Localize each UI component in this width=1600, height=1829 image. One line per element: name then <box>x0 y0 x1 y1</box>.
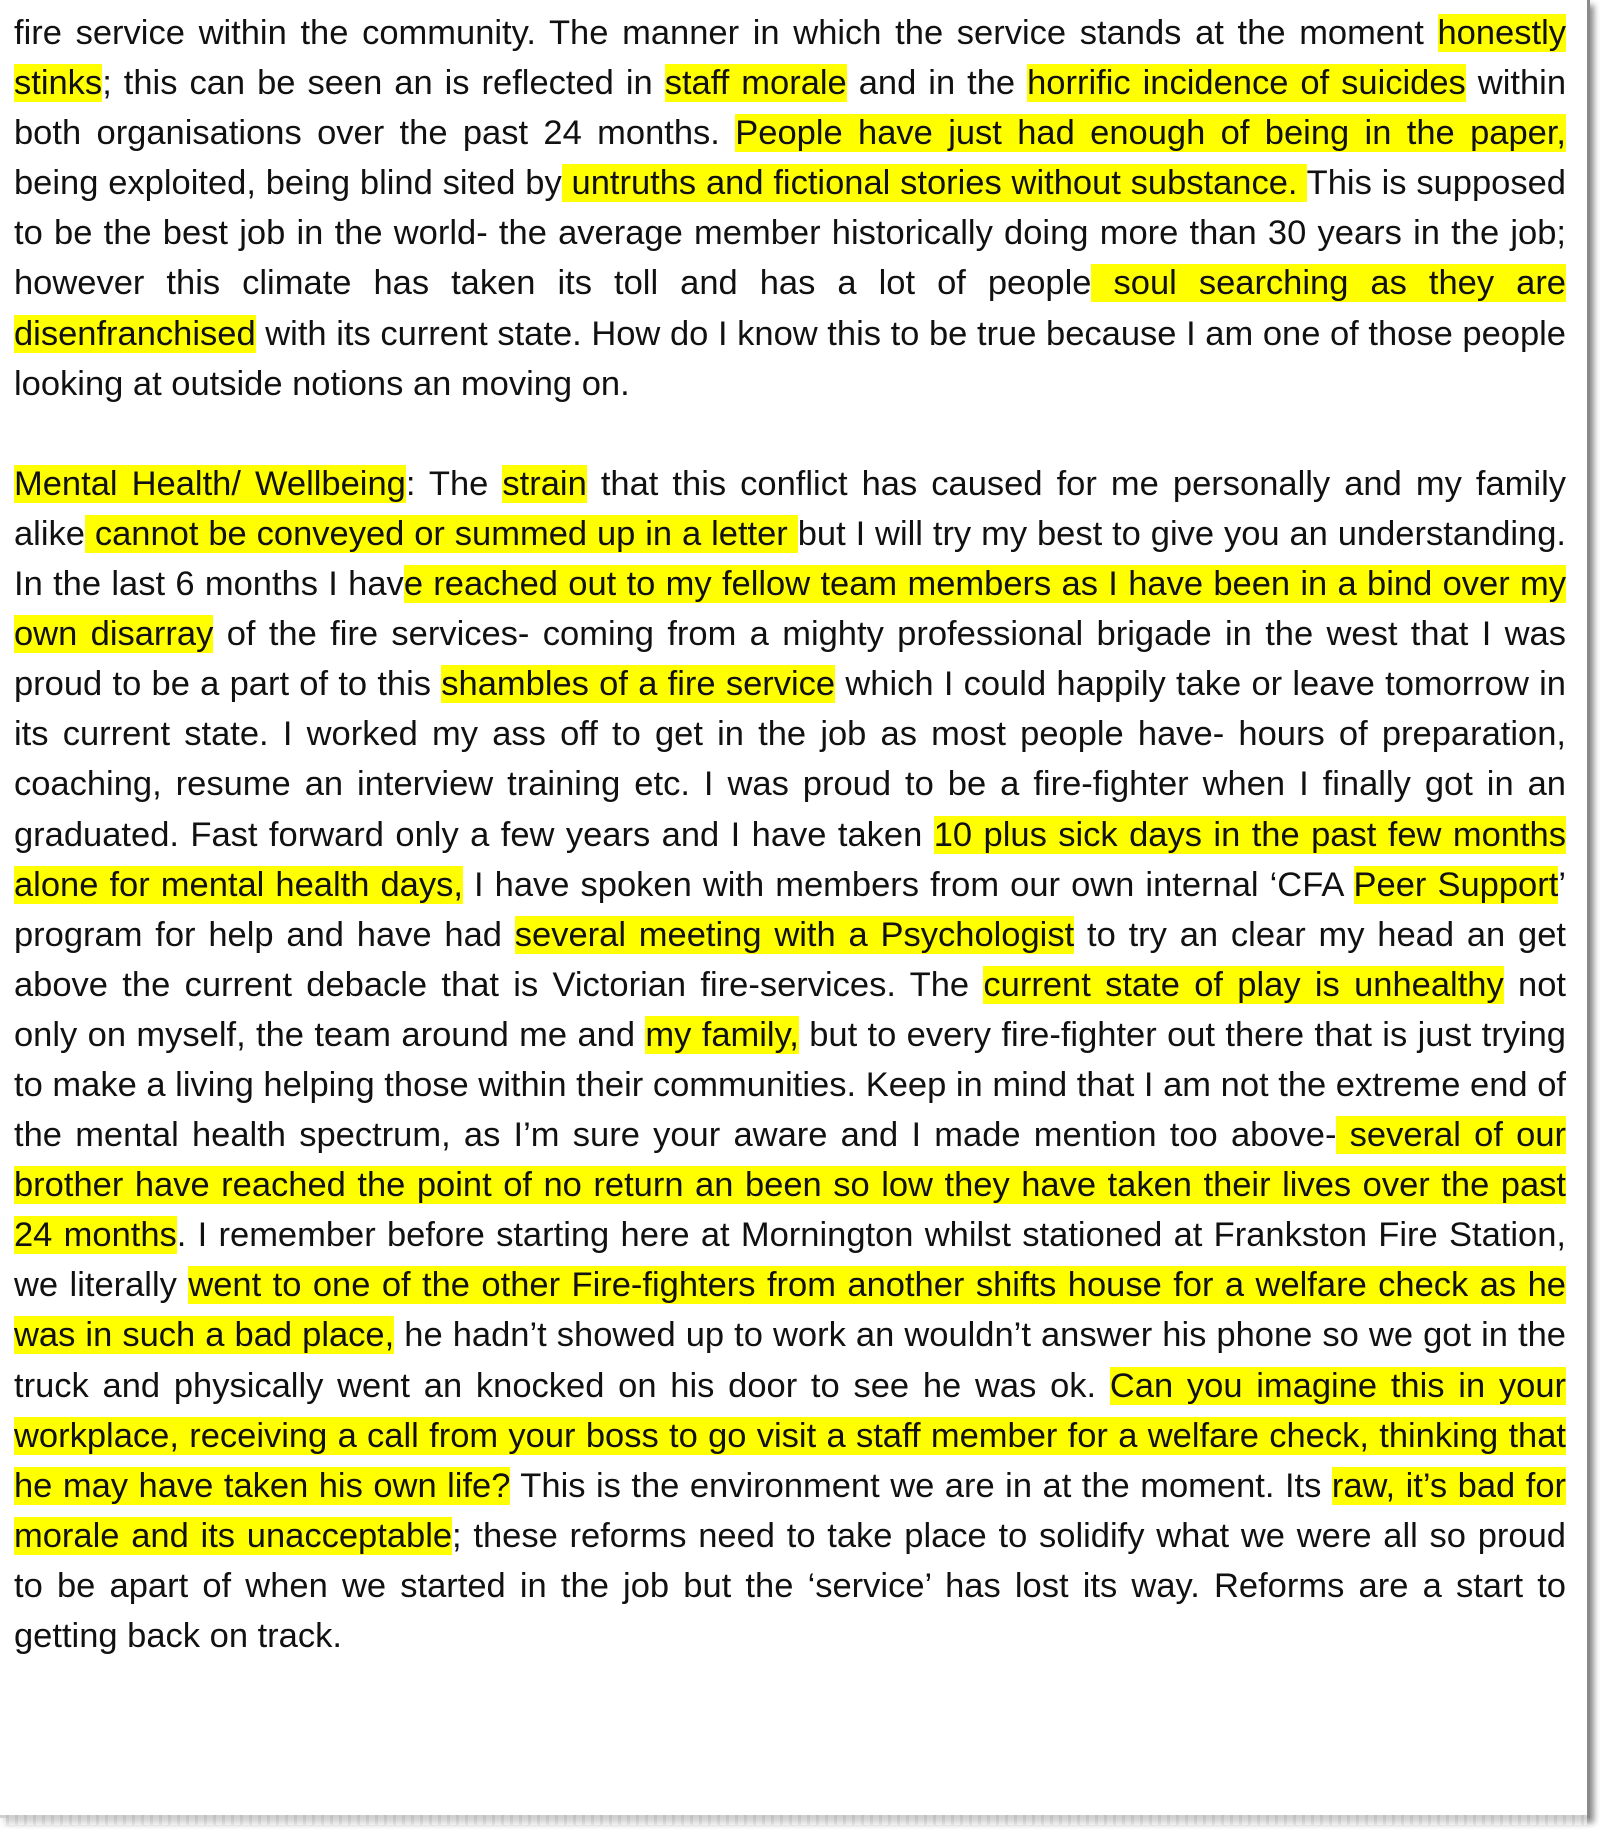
highlighted-text: raw, it’s bad for morale and its unacceptable <box>14 1466 1567 1555</box>
highlighted-text: soul searching as they are disenfranchised <box>14 264 1566 353</box>
highlighted-text: untruths and fictional stories without substance. <box>561 164 1307 203</box>
highlighted-text: my family, <box>645 1015 799 1054</box>
highlighted-text: several of our brother have reached the point of no return an been so low they have taken their lives over the past 24 months <box>14 1116 1566 1255</box>
body-text: within both organisations over the past 24 months. <box>14 64 1567 153</box>
highlighted-text: horrific incidence of suicides <box>1027 64 1466 103</box>
body-text: being exploited, being blind sited by <box>14 164 562 203</box>
body-text: I have spoken with members from our own internal ‘CFA <box>462 865 1354 904</box>
body-text: ; these reforms need to take place to solidify what we were all so proud to be apart of when we started in the job but the ‘service’ has lost its way. Reforms are a start to getting back on track. <box>14 1516 1566 1655</box>
highlighted-text: 10 plus sick days in the past few months alone for mental health days, <box>14 815 1566 904</box>
document-body <box>14 8 1566 1661</box>
body-text: . I remember before starting here at Mornington whilst stationed at Frankston Fire Station, we literally <box>14 1216 1566 1305</box>
body-text: and in the <box>846 64 1028 103</box>
body-text: fire service within the community. The manner in which the service stands at the moment <box>14 14 1438 52</box>
body-text: he hadn’t showed up to work an wouldn’t answer his phone so we got in the truck and physically went an knocked on his door to see he was ok. <box>14 1316 1566 1405</box>
body-text: ’ program for help and have had <box>14 865 1566 954</box>
body-text: not only on myself, the team around me and <box>14 965 1567 1054</box>
highlighted-text: went to one of the other Fire-fighters from another shifts house for a welfare check as he was in such a bad place, <box>14 1266 1566 1355</box>
paragraph-mental-health <box>14 459 1566 1661</box>
body-text: that this conflict has caused for me personally and my family alike <box>14 464 1566 553</box>
highlighted-text: strain <box>502 464 587 503</box>
paragraph-community <box>14 8 1566 409</box>
highlighted-text: staff morale <box>664 64 847 103</box>
highlighted-text: shambles of a fire service <box>441 665 836 704</box>
highlighted-text: Mental Health/ Wellbeing <box>14 464 406 503</box>
highlighted-text: e reached out to my fellow team members as I have been in a bind over my own disarray <box>14 565 1566 654</box>
highlighted-text: cannot be conveyed or summed up in a letter <box>84 514 798 553</box>
highlighted-text: Peer Support <box>1353 865 1559 904</box>
highlighted-text: Can you imagine this in your workplace, receiving a call from your boss to go visit a staff member for a welfare check, thinking that he may have taken his own life? <box>14 1366 1566 1505</box>
paragraph-gap <box>14 409 1566 459</box>
body-text: This is supposed to be the best job in the world- the average member historically doing more than 30 years in the job; however this climate has taken its toll and has a lot of people <box>14 164 1566 303</box>
body-text: which I could happily take or leave tomorrow in its current state. I worked my ass off to get in the job as most people have- hours of preparation, coaching, resume an interview training etc. I was proud to be a fire-fighter when I finally got in an graduated. Fast forward only a few years and I have taken <box>14 665 1566 854</box>
body-text: This is the environment we are in at the moment. Its <box>510 1466 1332 1505</box>
highlighted-text: several meeting with a Psychologist <box>514 915 1075 954</box>
highlighted-text: People have just had enough of being in the paper, <box>735 114 1566 153</box>
body-text: but to every fire-fighter out there that is just trying to make a living helping those within their communities. Keep in mind that I am not the extreme end of the mental health spectrum, as I’m sure your aware and I made mention too above- <box>14 1015 1566 1155</box>
body-text: : The <box>405 464 503 503</box>
body-text: but I will try my best to give you an understanding. In the last 6 months I hav <box>14 514 1567 604</box>
body-text: ; this can be seen an is reflected in <box>102 64 665 103</box>
highlighted-text: honestly stinks <box>14 14 1566 103</box>
body-text: of the fire services- coming from a mighty professional brigade in the west that I was proud to be a part of to this <box>14 615 1566 704</box>
body-text: with its current state. How do I know this to be true because I am one of those people looking at outside notions an moving on. <box>14 314 1566 403</box>
body-text: to try an clear my head an get above the current debacle that is Victorian fire-services. The <box>14 915 1566 1004</box>
highlighted-text: current state of play is unhealthy <box>983 965 1504 1004</box>
